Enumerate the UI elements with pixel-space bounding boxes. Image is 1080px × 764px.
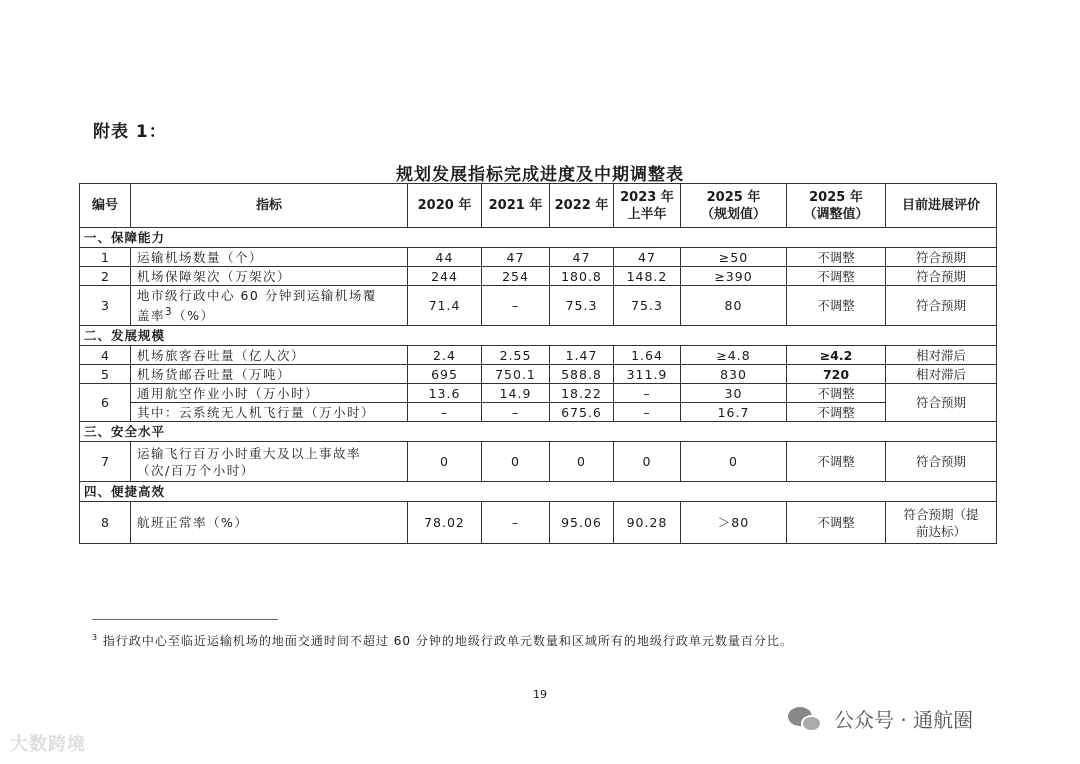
table-row: 其中：云系统无人机飞行量（万小时） – – 675.6 – 16.7 不调整 [80,403,997,422]
footnote-divider [92,619,278,620]
table-row: 7 运输飞行百万小时重大及以上事故率 （次/百万个小时） 0 0 0 0 0 不调整 符合预期 [80,442,997,482]
evaluation-cell: 符合预期（提 前达标） [886,502,997,544]
section-row: 四、便捷高效 [80,482,997,502]
footnote-ref: 3 [165,305,174,318]
header-plan: 2025 年 （规划值） [681,184,787,228]
page-number: 19 [533,688,547,701]
header-2023: 2023 年 上半年 [614,184,681,228]
header-indicator: 指标 [131,184,408,228]
watermark-right [788,704,973,733]
header-evaluation: 目前进展评价 [886,184,997,228]
table-row: 5 机场货邮吞吐量（万吨） 695 750.1 588.8 311.9 830 720 相对滞后 [80,365,997,384]
section-row: 一、保障能力 [80,228,997,248]
indicator-cell: 地市级行政中心 60 分钟到运输机场覆 盖率$^3$（%） [131,286,408,326]
section-row: 二、发展规模 [80,326,997,346]
watermark-right-text: 公众号 · 通航圈 [834,708,974,732]
table-row: 2 机场保障架次（万架次） 244 254 180.8 148.2 ≥390 不调整 符合预期 [80,267,997,286]
footnote: $^3$ 指行政中心至临近运输机场的地面交通时间不超过 60 分钟的地级行政单元数量和区域所有的地级行政单元数量百分比。 [92,633,793,648]
header-2020: 2020 年 [408,184,482,228]
table-row: 3 地市级行政中心 60 分钟到运输机场覆 盖率$^3$（%） 71.4 – 75.3 75.3 80 不调整 符合预期 [80,286,997,326]
indicator-cell: 运输飞行百万小时重大及以上事故率 （次/百万个小时） [131,442,408,482]
header-2022: 2022 年 [550,184,614,228]
section-row: 三、安全水平 [80,422,997,442]
header-row [80,184,997,228]
table-row: 1 运输机场数量（个） 44 47 47 47 ≥50 不调整 符合预期 [80,248,997,267]
table-title: 规划发展指标完成进度及中期调整表 [396,165,684,185]
indicator-table [79,183,997,544]
wechat-icon [788,705,824,733]
header-no: 编号 [80,184,131,228]
table-row: 4 机场旅客吞吐量（亿人次） 2.4 2.55 1.47 1.64 ≥4.8 ≥4.2 相对滞后 [80,346,997,365]
header-adjusted: 2025 年 （调整值） [787,184,886,228]
table-row: 6 通用航空作业小时（万小时） 13.6 14.9 18.22 – 30 不调整 符合预期 [80,384,997,403]
table-row: 8 航班正常率（%） 78.02 – 95.06 90.28 ＞80 不调整 符合预期（提 前达标） [80,502,997,544]
header-2021: 2021 年 [482,184,550,228]
watermark-left: 大数跨境 [10,734,86,755]
appendix-label: 附表 1： [93,122,167,142]
